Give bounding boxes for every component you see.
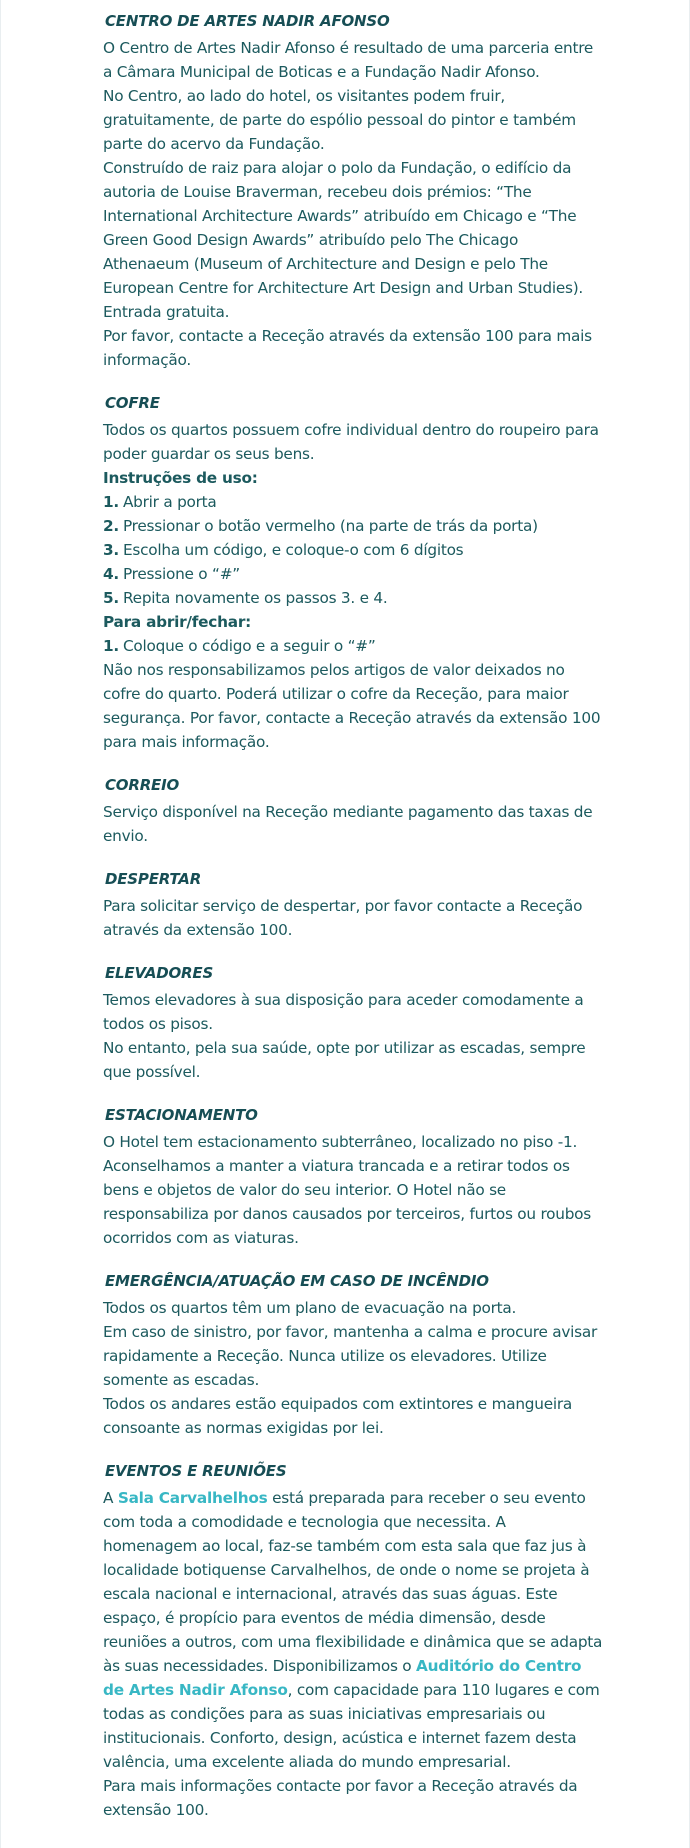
- step-number: 5.: [103, 589, 119, 607]
- paragraph: Não nos responsabilizamos pelos artigos de valor deixados no cofre do quarto. Poderá utilizar o cofre da Receção, para maior segurança. Por favor, contacte a Receção através da extensão 100 para mais informação.: [103, 661, 601, 751]
- section-cofre: [103, 390, 603, 754]
- text-fragment: está preparada para receber o seu evento com toda a comodidade e tecnologia que necessita. A homenagem ao local, faz-se também com esta sala que faz jus à localidade botiquense Carvalhelhos, de onde o nome se projeta à escala nacional e internacional, através das suas águas. Este espaço, é propício para eventos de média dimensão, desde reuniões a outros, com uma flexibilidade e dinâmica que se adapta às suas necessidades. Disponibilizamos o: [103, 1489, 603, 1675]
- step-number: 2.: [103, 517, 119, 535]
- usage-title: Instruções de uso:: [103, 469, 258, 487]
- step-item: [103, 634, 603, 658]
- section-centro-de-artes: [103, 8, 603, 372]
- paragraph: No entanto, pela sua saúde, opte por utilizar as escadas, sempre que possível.: [103, 1039, 586, 1081]
- section-title: CORREIO: [105, 776, 180, 794]
- step-number: 4.: [103, 565, 119, 583]
- section-elevadores: [103, 960, 603, 1084]
- step-number: 1.: [103, 637, 119, 655]
- paragraph: Temos elevadores à sua disposição para aceder comodamente a todos os pisos.: [103, 991, 584, 1033]
- step-item: [103, 586, 603, 610]
- step-number: 1.: [103, 493, 119, 511]
- paragraph: Todos os quartos têm um plano de evacuação na porta.: [103, 1299, 517, 1317]
- paragraph: No Centro, ao lado do hotel, os visitantes podem fruir, gratuitamente, de parte do espólio pessoal do pintor e também parte do acervo da Fundação.: [103, 87, 576, 153]
- paragraph: Entrada gratuita.: [103, 303, 230, 321]
- text-fragment: A: [103, 1489, 118, 1507]
- section-emergencia: [103, 1268, 603, 1440]
- paragraph: Todos os andares estão equipados com extintores e mangueira consoante as normas exigidas por lei.: [103, 1395, 573, 1437]
- step-text: Pressionar o botão vermelho (na parte de trás da porta): [122, 517, 538, 535]
- step-text: Abrir a porta: [122, 493, 217, 511]
- open-close-title: Para abrir/fechar:: [103, 613, 251, 631]
- text-fragment: , com capacidade para 110 lugares e com todas as condições para as suas iniciativas empresariais ou institucionais. Conforto, design, acústica e internet fazem desta valência, uma excelente aliada do mundo empresarial.: [103, 1681, 600, 1771]
- step-text: Coloque o código e a seguir o “#”: [122, 637, 376, 655]
- paragraph: Construído de raiz para alojar o polo da Fundação, o edifício da autoria de Louise Braverman, recebeu dois prémios: “The International Architecture Awards” atribuído em Chicago e “The Green Good Design Awards” atribuído pelo The Chicago Athenaeum (Museum of Architecture and Design e pelo The European Centre for Architecture Art Design and Urban Studies).: [103, 159, 584, 297]
- paragraph: Todos os quartos possuem cofre individual dentro do roupeiro para poder guardar os seus bens.: [103, 421, 599, 463]
- sala-carvalhelhos-link[interactable]: Sala Carvalhelhos: [117, 1489, 268, 1507]
- section-title: EVENTOS E REUNIÕES: [105, 1462, 287, 1480]
- paragraph: Em caso de sinistro, por favor, mantenha a calma e procure avisar rapidamente a Receção. Nunca utilize os elevadores. Utilize somente as escadas.: [103, 1323, 598, 1389]
- paragraph: Por favor, contacte a Receção através da extensão 100 para mais informação.: [103, 327, 592, 369]
- auditorio-link[interactable]: Auditório do Centro de Artes Nadir Afonso: [103, 1657, 582, 1699]
- content-column: [103, 8, 603, 1840]
- section-title: DESPERTAR: [105, 870, 202, 888]
- step-item: [103, 538, 603, 562]
- step-item: [103, 562, 603, 586]
- section-title: EMERGÊNCIA/ATUAÇÃO EM CASO DE INCÊNDIO: [105, 1272, 489, 1290]
- step-number: 3.: [103, 541, 119, 559]
- section-correio: [103, 772, 603, 848]
- section-title: ESTACIONAMENTO: [105, 1106, 258, 1124]
- paragraph: O Hotel tem estacionamento subterrâneo, localizado no piso -1. Aconselhamos a manter a viatura trancada e a retirar todos os bens e objetos de valor do seu interior. O Hotel não se responsabiliza por danos causados por terceiros, furtos ou roubos ocorridos com as viaturas.: [103, 1133, 592, 1247]
- paragraph: [103, 1486, 603, 1774]
- paragraph: Para mais informações contacte por favor a Receção através da extensão 100.: [103, 1777, 578, 1819]
- paragraph: O Centro de Artes Nadir Afonso é resultado de uma parceria entre a Câmara Municipal de Boticas e a Fundação Nadir Afonso.: [103, 39, 594, 81]
- step-text: Repita novamente os passos 3. e 4.: [122, 589, 388, 607]
- section-title: CENTRO DE ARTES NADIR AFONSO: [105, 12, 390, 30]
- section-estacionamento: [103, 1102, 603, 1250]
- section-title: ELEVADORES: [105, 964, 214, 982]
- section-title: COFRE: [105, 394, 160, 412]
- step-text: Escolha um código, e coloque-o com 6 dígitos: [122, 541, 464, 559]
- section-despertar: [103, 866, 603, 942]
- step-item: [103, 514, 603, 538]
- step-text: Pressione o “#”: [122, 565, 240, 583]
- section-eventos-reunioes: [103, 1458, 603, 1822]
- paragraph: Para solicitar serviço de despertar, por favor contacte a Receção através da extensão 100.: [103, 897, 583, 939]
- step-item: [103, 490, 603, 514]
- paragraph: Serviço disponível na Receção mediante pagamento das taxas de envio.: [103, 803, 593, 845]
